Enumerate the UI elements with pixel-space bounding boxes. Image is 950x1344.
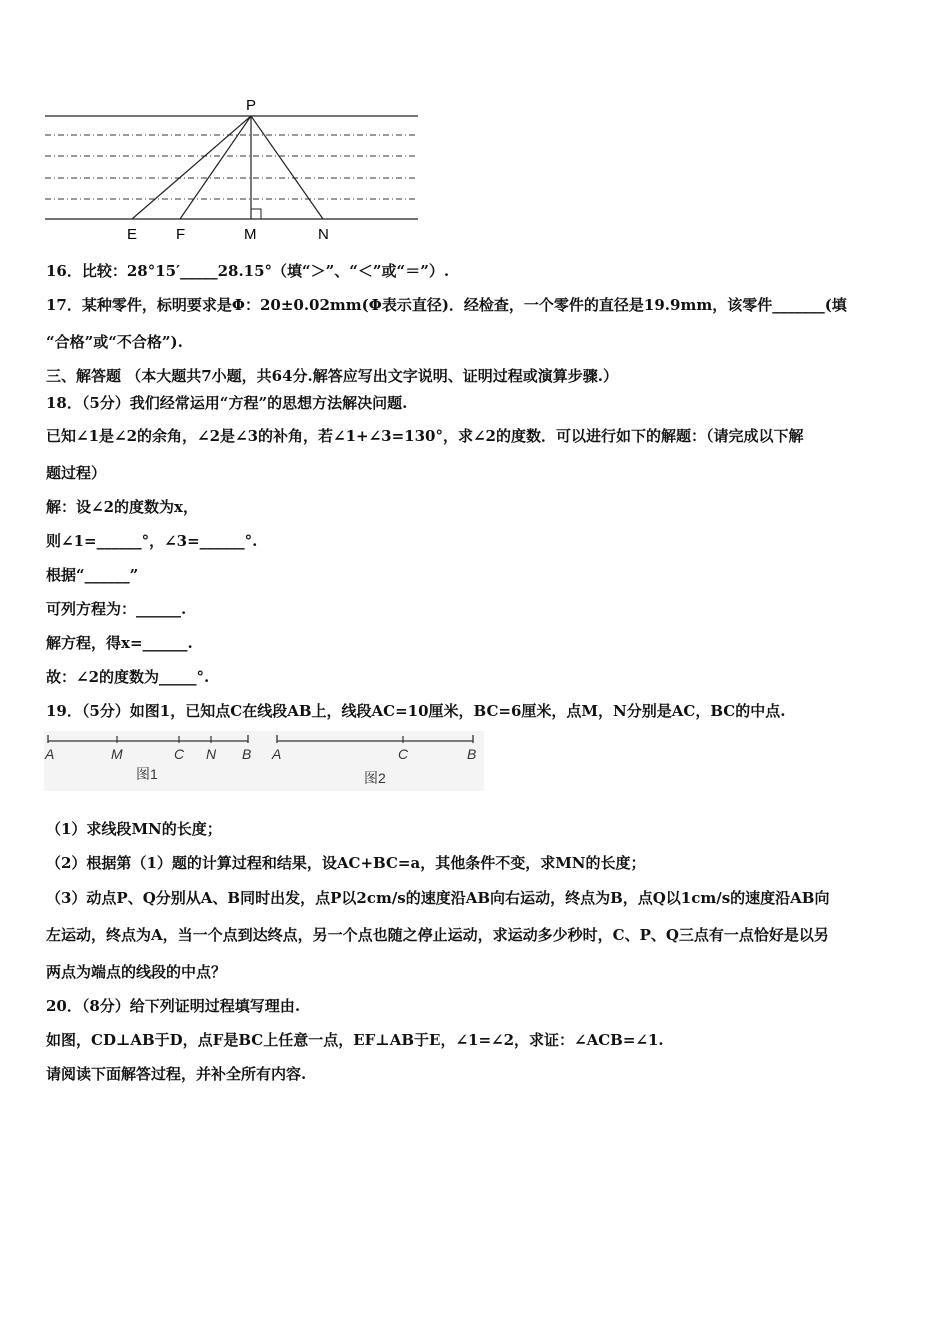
label-f: F — [176, 226, 186, 243]
label-e: E — [127, 226, 138, 243]
question-16: 16．比较：28°15′_____28.15°（填“＞”、“＜”或“＝”）. — [46, 262, 450, 280]
question-18-line2: 题过程） — [46, 464, 107, 482]
question-19-part2: （2）根据第（1）题的计算过程和结果，设AC+BC=a，其他条件不变，求MN的长度； — [46, 854, 646, 872]
question-20-line2: 请阅读下面解答过程，并补全所有内容. — [46, 1065, 307, 1083]
segment-figures — [44, 731, 484, 791]
question-18-solution-6: 故：∠2的度数为_____°. — [46, 668, 210, 686]
segment-pn — [251, 116, 323, 219]
question-19-title: 19．（5分）如图1，已知点C在线段AB上，线段AC=10厘米，BC=6厘米，点M，N分别是AC，BC的中点. — [46, 702, 786, 720]
segment-pe — [132, 116, 251, 219]
question-18-line1: 已知∠1是∠2的余角，∠2是∠3的补角，若∠1+∠3=130°，求∠2的度数．可以进行如下的解题：（请完成以下解 — [46, 427, 804, 445]
question-18-solution-4: 可列方程为：______. — [46, 600, 187, 618]
question-18-solution-2: 则∠1=______°，∠3=______°. — [46, 532, 258, 550]
geometry-figure-pefmn — [40, 92, 425, 244]
question-18-title: 18．（5分）我们经常运用“方程”的思想方法解决问题. — [46, 394, 408, 412]
question-19-part1: （1）求线段MN的长度； — [46, 820, 222, 838]
question-18-solution-3: 根据“______” — [46, 566, 139, 584]
fig1-label-a: A — [45, 746, 55, 762]
fig1-label-c: C — [174, 746, 185, 762]
section-heading: 三、解答题 （本大题共7小题，共64分.解答应写出文字说明、证明过程或演算步骤.） — [46, 367, 618, 385]
question-19-part3-line2: 左运动，终点为A，当一个点到达终点，另一个点也随之停止运动，求运动多少秒时，C、P、Q三点有一点恰好是以另 — [46, 926, 829, 944]
label-m: M — [244, 226, 257, 243]
question-17-line2: “合格”或“不合格”). — [46, 333, 183, 351]
fig2-label-c: C — [398, 746, 409, 762]
fig1-caption: 图1 — [136, 766, 158, 782]
label-n: N — [318, 226, 329, 243]
question-20-line1: 如图，CD⊥AB于D，点F是BC上任意一点，EF⊥AB于E，∠1=∠2，求证：∠ACB=∠1. — [46, 1031, 664, 1049]
question-17-line1: 17．某种零件，标明要求是Φ：20±0.02mm(Φ表示直径)．经检查，一个零件的直径是19.9mm，该零件_______(填 — [46, 296, 847, 314]
question-18-solution-5: 解方程，得x=______. — [46, 634, 193, 652]
fig2-label-a: A — [272, 746, 282, 762]
fig1-label-m: M — [111, 746, 123, 762]
right-angle-mark — [251, 209, 261, 219]
fig2-caption: 图2 — [364, 770, 386, 786]
question-19-part3-line1: （3）动点P、Q分别从A、B同时出发，点P以2cm/s的速度沿AB向右运动，终点为B，点Q以1cm/s的速度沿AB向 — [46, 889, 830, 907]
question-19-part3-line3: 两点为端点的线段的中点？ — [46, 963, 227, 981]
label-p: P — [246, 97, 257, 114]
question-18-solution-1: 解：设∠2的度数为x， — [46, 498, 198, 516]
question-20-title: 20．（8分）给下列证明过程填写理由. — [46, 997, 301, 1015]
fig2-label-b: B — [467, 746, 477, 762]
fig1-label-b: B — [242, 746, 252, 762]
fig1-label-n: N — [206, 746, 217, 762]
